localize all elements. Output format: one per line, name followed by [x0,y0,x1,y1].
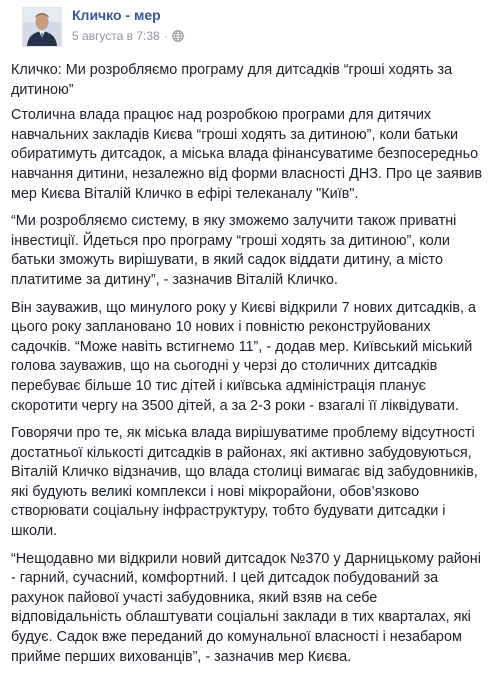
post-title: Кличко: Ми розробляємо програму для дитсадків “гроші ходять за дитиною” [11,62,453,98]
post-body [11,61,489,675]
post-paragraph: Столична влада працює над розробкою програми для дитячих навчальних закладів Києва “гроші ходять за дитиною”, коли батьки обиратимуть дитсадок, а міська влада фінансуватиме безпосередньо навчання дитини, незалежно від форми власності ДНЗ. Про це заявив мер Києва Віталій Кличко в ефірі телеканалу "Київ". [11,107,483,202]
post-meta [72,29,184,43]
separator-dot: · [163,29,168,43]
post-header [11,0,489,60]
post-paragraph: Говорячи про те, як міська влада вирішуватиме проблему відсутності достатньої кількості дитсадків в районах, які активно забудовуються, Віталій Кличко відзначив, що влада столиці вимагає від забудовників, які будують великі комплекси і нові мікрорайони, обов’язково створювати соціальну інфраструктуру, тобто будувати дитсадки і школи. [11,425,478,540]
globe-icon[interactable] [172,30,184,42]
post-paragraph: “Ми розробляємо систему, в яку зможемо залучити також приватні інвестиції. Йдеться про програму “гроші ходять за дитиною”, коли батьки зможуть вирішувати, в який садок віддати дитину, а місто платитиме за дитину”, - зазначив Віталій Кличко. [11,213,457,288]
post-paragraph: “Нещодавно ми відкрили новий дитсадок №370 у Дарницькому районі - гарний, сучасний, комфортний. І цей дитсадок побудований за рахунок пайової участі забудовника, який взяв на себе відповідальність облаштувати соціальні заклади в тих кварталах, які будує. Садок вже переданий до комунальної власності і незабаром прийме перших вихованців”, - зазначив мер Києва. [11,550,481,665]
author-name[interactable]: Кличко - мер [72,7,161,23]
post-paragraph: Він зауважив, що минулого року у Києві відкрили 7 нових дитсадків, а цього року заплановано 10 нових і повністю реконструйованих садочків. “Може навіть встигнемо 11”, - додав мер. Київський міський голова зауважив, що на сьогодні у черзі до столичних дитсадків перебуває більше 10 тис дітей і київська адміністрація планує скоротити чергу на 3500 дітей, а за 2-3 роки - взагалі її ліквідувати. [11,299,476,414]
person-icon [23,8,61,46]
author-avatar[interactable] [22,7,62,47]
post-timestamp[interactable]: 5 августа в 7:38 [72,29,160,43]
